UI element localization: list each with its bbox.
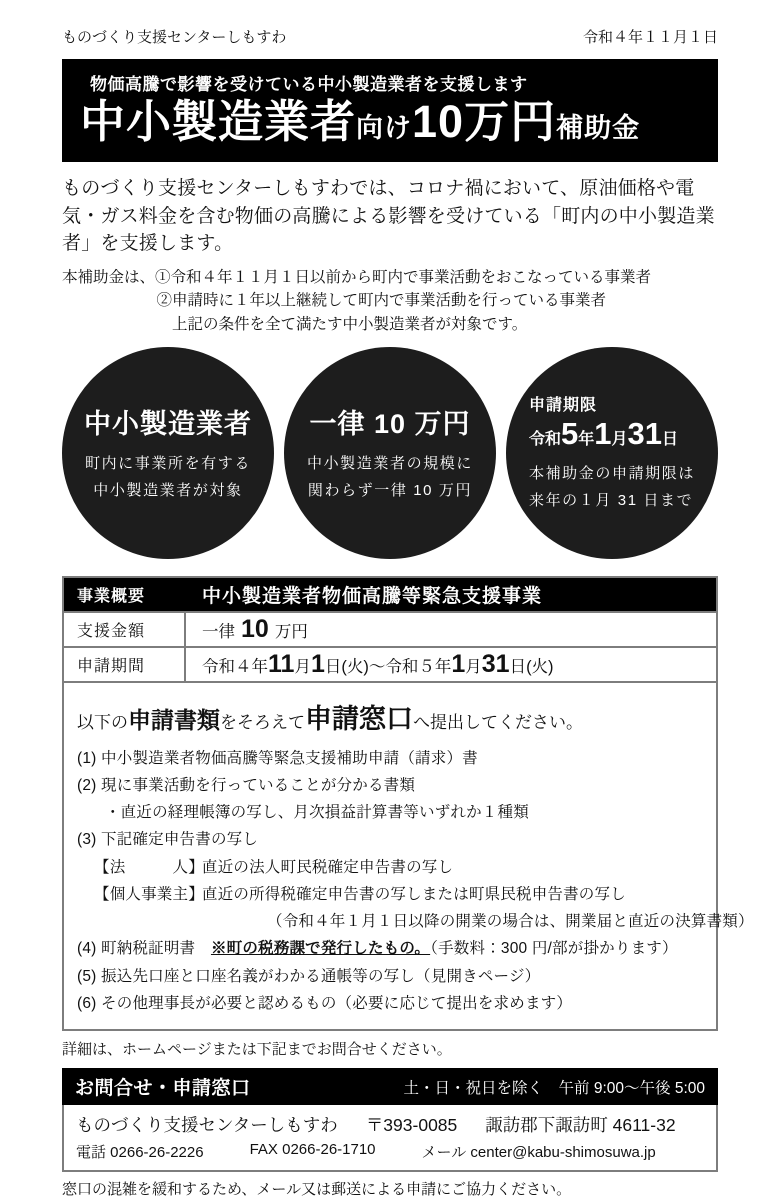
circle-target bbox=[62, 347, 274, 559]
circle-deadline-label: 申請期限 bbox=[528, 396, 597, 414]
summary-period-label: 申請期間 bbox=[64, 648, 186, 681]
period-part: 日(火) bbox=[509, 657, 554, 676]
benefit-circles bbox=[62, 347, 718, 559]
period-part-num: 31 bbox=[481, 649, 510, 678]
homepage-note: 詳細は、ホームページまたは下記までお問合せください。 bbox=[62, 1041, 452, 1059]
banner-title bbox=[80, 97, 700, 147]
title-banner bbox=[62, 59, 718, 162]
deadline-month-unit: 月 bbox=[611, 430, 628, 448]
circle-deadline bbox=[506, 347, 718, 559]
heading-part: へ提出してください。 bbox=[413, 712, 583, 732]
amount-unit: 万円 bbox=[274, 622, 308, 641]
circle-target-title: 中小製造業者 bbox=[84, 408, 252, 439]
contact-line-2 bbox=[76, 1141, 704, 1162]
document-item-3-kojin bbox=[77, 881, 703, 908]
heading-part: をそろえて bbox=[220, 712, 305, 732]
postal-code: 〒393-0085 bbox=[365, 1115, 458, 1136]
summary-row-period bbox=[64, 646, 716, 681]
contact-info-box bbox=[62, 1105, 718, 1172]
eligibility-line-2: ②申請時に１年以上継続して町内で事業活動を行っている事業者 bbox=[156, 292, 607, 310]
document-item-3-hojin bbox=[77, 854, 703, 881]
intro-paragraph: ものづくり支援センターしもすわでは、コロナ禍において、原油価格や電気・ガス料金を含む物価の高騰による影響を受けている「町内の中小製造業者」を支援します。 bbox=[62, 178, 715, 254]
period-part-num: 11 bbox=[268, 649, 295, 678]
banner-title-target: 中小製造業者 bbox=[80, 96, 357, 147]
item4-prefix: (4) 町納税証明書 bbox=[77, 940, 211, 958]
heading-docs-word: 申請書類 bbox=[128, 706, 220, 733]
circle-amount bbox=[284, 347, 496, 559]
contact-hours: 土・日・祝日を除く 午前 9:00～午後 5:00 bbox=[403, 1079, 705, 1097]
document-item-2: (2) 現に事業活動を行っていることが分かる書類 bbox=[77, 776, 416, 794]
period-part: 月 bbox=[465, 657, 482, 676]
circle-deadline-body-line1: 本補助金の申請期限は bbox=[528, 464, 695, 482]
summary-row-overview bbox=[64, 578, 716, 611]
period-part: 月 bbox=[294, 657, 311, 676]
document-item-2-sub: ・直近の経理帳簿の写し、月次損益計算書等いずれか１種類 bbox=[105, 804, 529, 822]
document-item-1: (1) 中小製造業者物価高騰等緊急支援補助申請（請求）書 bbox=[77, 749, 478, 767]
summary-amount-value bbox=[186, 613, 318, 646]
circle-deadline-body bbox=[529, 460, 695, 514]
summary-amount-label: 支援金額 bbox=[64, 613, 186, 646]
contact-line-1 bbox=[76, 1112, 704, 1137]
summary-table bbox=[62, 576, 718, 683]
center-name: ものづくり支援センターしもすわ bbox=[76, 1115, 338, 1136]
contact-bar bbox=[62, 1068, 718, 1105]
documents-heading bbox=[77, 697, 703, 736]
heading-window-word: 申請窓口 bbox=[305, 703, 413, 734]
document-item-3-kojin-note: （令和４年１月１日以降の開業の場合は、開業届と直近の決算書類） bbox=[267, 913, 754, 931]
kojin-label: 【個人事業主】 bbox=[94, 885, 204, 903]
circle-amount-body-line2: 関わらず一律 10 万円 bbox=[307, 481, 473, 499]
page-header bbox=[62, 26, 718, 47]
circle-amount-title: 一律 10 万円 bbox=[309, 408, 471, 439]
deadline-year-unit: 年 bbox=[578, 430, 595, 448]
circle-amount-body bbox=[307, 450, 473, 504]
hojin-text: 直近の法人町民税確定申告書の写し bbox=[202, 858, 454, 876]
deadline-day-unit: 日 bbox=[662, 430, 679, 448]
document-item-6: (6) その他理事長が必要と認めるもの（必要に応じて提出を求めます） bbox=[77, 994, 573, 1012]
eligibility-notes bbox=[62, 266, 718, 337]
circle-deadline-inner bbox=[529, 392, 695, 514]
circle-target-body-line2: 中小製造業者が対象 bbox=[93, 481, 243, 499]
period-part-num: 1 bbox=[451, 649, 466, 678]
eligibility-line-3: 上記の条件を全て満たす中小製造業者が対象です。 bbox=[172, 315, 528, 333]
contact-bar-title: お問合せ・申請窓口 bbox=[75, 1078, 251, 1100]
email-address: メール center@kabu-shimosuwa.jp bbox=[421, 1144, 656, 1162]
banner-title-amount: 10万円 bbox=[412, 96, 557, 147]
document-item-5: (5) 振込先口座と口座名義がわかる通帳等の写し（見開きページ） bbox=[77, 967, 541, 985]
document-item-3: (3) 下記確定申告書の写し bbox=[77, 831, 259, 849]
item4-emphasis: ※町の税務課で発行したもの。 bbox=[210, 940, 431, 958]
amount-number: 10 bbox=[241, 614, 269, 643]
summary-period-value bbox=[186, 648, 564, 681]
documents-box bbox=[62, 683, 754, 1032]
circle-deadline-date bbox=[529, 416, 695, 452]
banner-subtitle: 物価高騰で影響を受けている中小製造業者を支援します bbox=[90, 75, 528, 94]
circle-amount-body-line1: 中小製造業者の規模に bbox=[306, 454, 473, 472]
period-part: 令和４年 bbox=[202, 657, 268, 676]
kojin-text: 直近の所得税確定申告書の写しまたは町県民税申告書の写し bbox=[202, 885, 626, 903]
circle-target-body bbox=[85, 450, 251, 504]
mail-request-note: 窓口の混雑を緩和するため、メール又は郵送による申請にご協力ください。 bbox=[62, 1181, 572, 1199]
eligibility-line-1: 本補助金は、①令和４年１１月１日以前から町内で事業活動をおこなっている事業者 bbox=[62, 268, 652, 286]
item4-suffix: （手数料：300 円/部が掛かります） bbox=[430, 940, 678, 958]
phone-number: 電話 0266-26-2226 bbox=[76, 1144, 204, 1162]
issuer-name: ものづくり支援センターしもすわ bbox=[62, 29, 287, 46]
amount-prefix: 一律 bbox=[202, 622, 235, 641]
banner-title-hojokin: 補助金 bbox=[556, 113, 641, 143]
summary-overview-label: 事業概要 bbox=[77, 587, 146, 605]
document-item-4 bbox=[77, 935, 703, 962]
banner-title-muke: 向け bbox=[356, 113, 413, 143]
heading-part: 以下の bbox=[77, 712, 128, 732]
deadline-month-num: 1 bbox=[594, 415, 612, 451]
circle-target-body-line1: 町内に事業所を有する bbox=[84, 454, 251, 472]
issue-date: 令和４年１１月１日 bbox=[582, 29, 718, 46]
hojin-label: 【法 人】 bbox=[94, 858, 204, 876]
period-part: 日(火)～令和５年 bbox=[324, 657, 452, 676]
summary-row-amount bbox=[64, 611, 716, 646]
deadline-year-num: 5 bbox=[561, 415, 579, 451]
deadline-era: 令和 bbox=[528, 430, 561, 448]
deadline-day-num: 31 bbox=[627, 415, 663, 451]
summary-overview-value: 中小製造業者物価高騰等緊急支援事業 bbox=[202, 585, 543, 607]
circle-deadline-body-line2: 来年の１月 31 日まで bbox=[528, 491, 694, 509]
fax-number: FAX 0266-26-1710 bbox=[249, 1141, 376, 1159]
period-part-num: 1 bbox=[310, 649, 325, 678]
address: 諏訪郡下諏訪町 4611-32 bbox=[485, 1115, 676, 1136]
